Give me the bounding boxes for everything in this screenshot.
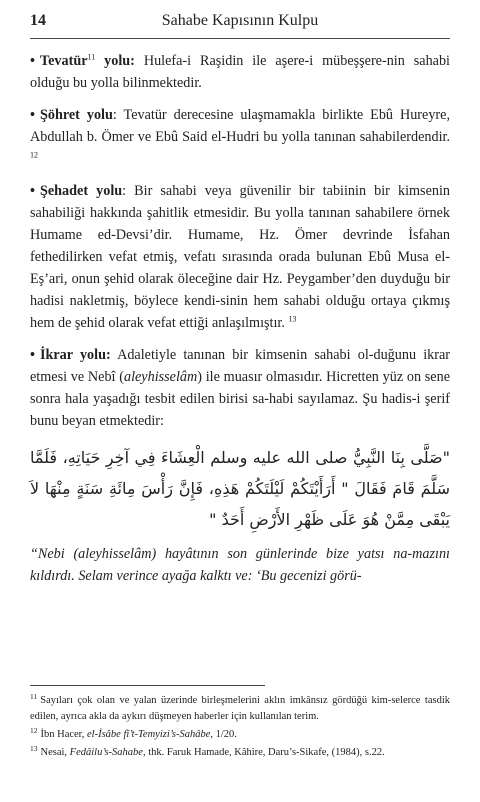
main-text <box>30 50 450 587</box>
header-rule <box>30 38 450 39</box>
footnote-text: İbn Hacer, <box>40 729 88 740</box>
italic-honorific: aleyhisselâm <box>123 369 198 385</box>
paragraph-text: ) ile muasır olmasıdır. Hicretten yüz on sene sonra hala yaşadığı tesbit edilen birisi sa-habi sayılamaz. Şu hadis-i şerif bunu beyan etmektedir: <box>30 369 450 429</box>
paragraph-text: Hulefa-i Raşidin ile aşere-i mübeşşere-nin sahabi olduğu bu yolla bilinmektedir. <box>30 53 450 91</box>
footnote-number: 11 <box>30 691 38 701</box>
paragraph-text: Adaletiyle tanınan bir kimsenin sahabi ol-duğunu ikrar etmesi ve Nebî ( <box>30 347 450 385</box>
footnote-11 <box>30 693 450 725</box>
term-suffix: yolu: <box>95 53 135 69</box>
footnote-title: el-İsâbe fî’t-Temyizi’s-Sahâbe <box>87 729 211 740</box>
paragraph-ikrar <box>30 344 450 432</box>
paragraph-sehadet <box>30 180 450 334</box>
page-header <box>30 12 450 36</box>
footnote-number: 13 <box>30 743 38 753</box>
paragraph-text: : Tevatür derecesine ulaşmamakla birlikte Ebû Hureyre, Abdullah b. Ömer ve Ebû Said el-Hudri bu yolla tanınan sahabilerdendir. <box>30 107 450 145</box>
footnote-text: Nesai, <box>40 747 70 758</box>
bullet-icon: • <box>30 347 35 363</box>
term-tevatur: Tevatür <box>39 53 88 69</box>
footnote-text: , thk. Faruk Hamade, Kâhire, Daru’s-Sikafe, (1984), s.22. <box>142 747 385 758</box>
footnote-title: Fedâilu’s-Sahabe <box>69 747 143 758</box>
paragraph-text: : Bir sahabi veya güvenilir bir tabiinin bir kimsenin sahabiliği hakkında şahitlik etmesidir. Bu yolla tanınan sahabilere örnek Humame ed-Devsi’dir. Humame, Hz. Ömer devrinde İsfahan fethedilirken vefat etmiş, vefatı sırasında orada bulunan Ebû Musa el-Eş’ari, onun şehid olarak öleceğine dair Hz. Peygamber’den duyduğu bir hadisi nakletmiş, böylece kendi-sinin hem sahabi olduğu ortaya çıkmış hem de şehid olarak vefat ettiği anlaşılmıştır. <box>30 183 450 331</box>
footnote-ref-13: 13 <box>288 314 297 324</box>
footnote-13 <box>30 745 450 761</box>
footnote-text: Sayıları çok olan ve yalan üzerinde birleşmelerini aklın imkânsız gördüğü kim-selerce tasdik edilen, ayrıca akla da aykırı düşmeyen haberler için kullanılan terim. <box>30 695 450 722</box>
bullet-icon: • <box>30 53 35 69</box>
footnote-ref-11: 11 <box>87 52 96 62</box>
term-sohret: Şöhret yolu <box>39 107 113 123</box>
footnote-number: 12 <box>30 725 38 735</box>
paragraph-tevatur <box>30 50 450 94</box>
footnote-12 <box>30 727 450 743</box>
footnote-ref-12: 12 <box>30 150 38 160</box>
paragraph-sohret <box>30 104 450 170</box>
term-sehadet: Şehadet yolu <box>39 183 123 199</box>
footnotes <box>30 693 450 763</box>
hadith-translation: “Nebi (aleyhisselâm) hayâtının son günlerinde bize yatsı na-mazını kıldırdı. Selam verince ayağa kalktı ve: ‘Bu gecenizi görü- <box>30 546 450 584</box>
bullet-icon: • <box>30 183 35 199</box>
bullet-icon: • <box>30 107 35 123</box>
running-title: Sahabe Kapısının Kulpu <box>161 12 319 29</box>
footnote-rule <box>30 685 265 686</box>
term-ikrar: İkrar yolu: <box>39 347 111 363</box>
arabic-hadith: "صَلَّى بِنَا النَّبِيُّ صلى الله عليه وسلم الْعِشَاءَ فِي آخِرِ حَيَاتِهِ، فَلَمَّا سَلَّمَ قَامَ فَقَالَ " أَرَأَيْتَكُمْ لَيْلَتَكُمْ هَذِهِ، فَإِنَّ رَأْسَ مِائَةِ سَنَةٍ مِنْهَا لاَ يَبْقَى مِمَّنْ هُوَ عَلَى ظَهْرِ الأَرْضِ أَحَدٌ " <box>30 448 450 529</box>
page-number: 14 <box>30 12 46 29</box>
footnote-text: , 1/20. <box>210 729 237 740</box>
